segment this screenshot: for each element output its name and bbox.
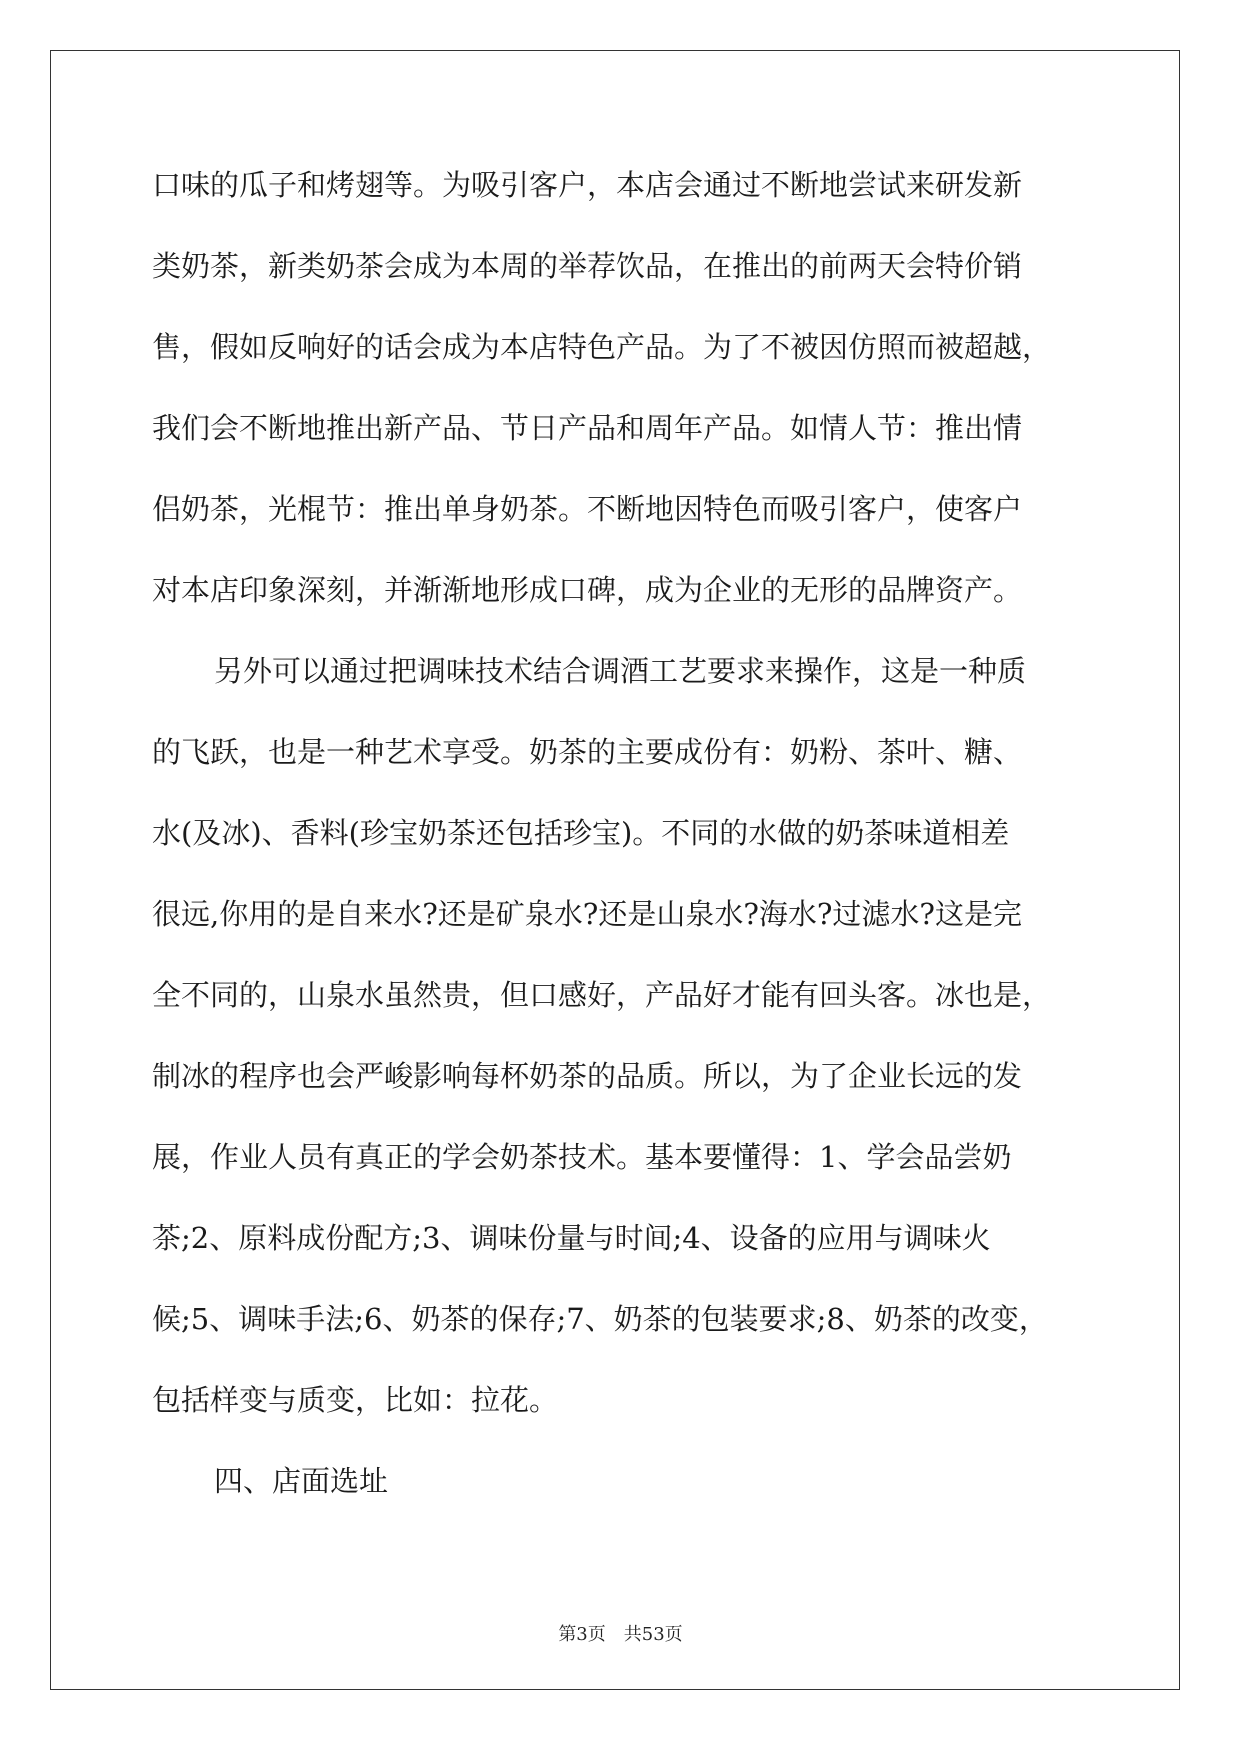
text-line: 口味的瓜子和烤翅等。为吸引客户，本店会通过不断地尝试来研发新 (152, 168, 1023, 202)
page-footer (0, 1623, 1241, 1647)
text-line: 对本店印象深刻，并渐渐地形成口碑，成为企业的无形的品牌资产。 (152, 573, 1023, 607)
text-line: 类奶茶，新类奶茶会成为本周的举荐饮品，在推出的前两天会特价销 (152, 249, 1023, 283)
text-line: 展，作业人员有真正的学会奶茶技术。基本要懂得：1、学会品尝奶 (152, 1140, 1012, 1174)
text-line: 包括样变与质变，比如：拉花。 (152, 1383, 559, 1417)
text-line: 候;5、调味手法;6、奶茶的保存;7、奶茶的包装要求;8、奶茶的改变， (152, 1302, 1048, 1336)
text-line: 售，假如反响好的话会成为本店特色产品。为了不被因仿照而被超越， (152, 330, 1052, 364)
text-line: 茶;2、原料成份配方;3、调味份量与时间;4、设备的应用与调味火 (152, 1221, 991, 1255)
text-line: 水(及冰)、香料(珍宝奶茶还包括珍宝)。不同的水做的奶茶味道相差 (152, 816, 1010, 850)
text-line: 很远,你用的是自来水?还是矿泉水?还是山泉水?海水?过滤水?这是完 (152, 897, 1022, 931)
text-line: 全不同的，山泉水虽然贵，但口感好，产品好才能有回头客。冰也是， (152, 978, 1052, 1012)
text-line: 的飞跃，也是一种艺术享受。奶茶的主要成份有：奶粉、茶叶、糖、 (152, 735, 1023, 769)
document-body (152, 160, 1092, 1537)
section-heading: 四、店面选址 (214, 1464, 389, 1498)
page-number: 第3页 (558, 1624, 606, 1645)
text-line: 我们会不断地推出新产品、节日产品和周年产品。如情人节：推出情 (152, 411, 1023, 445)
paragraph-start-line: 另外可以通过把调味技术结合调酒工艺要求来操作，这是一种质 (214, 654, 1027, 688)
text-line: 制冰的程序也会严峻影响每杯奶茶的品质。所以，为了企业长远的发 (152, 1059, 1023, 1093)
text-line: 侣奶茶，光棍节：推出单身奶茶。不断地因特色而吸引客户，使客户 (152, 492, 1023, 526)
page-total: 共53页 (623, 1624, 683, 1645)
